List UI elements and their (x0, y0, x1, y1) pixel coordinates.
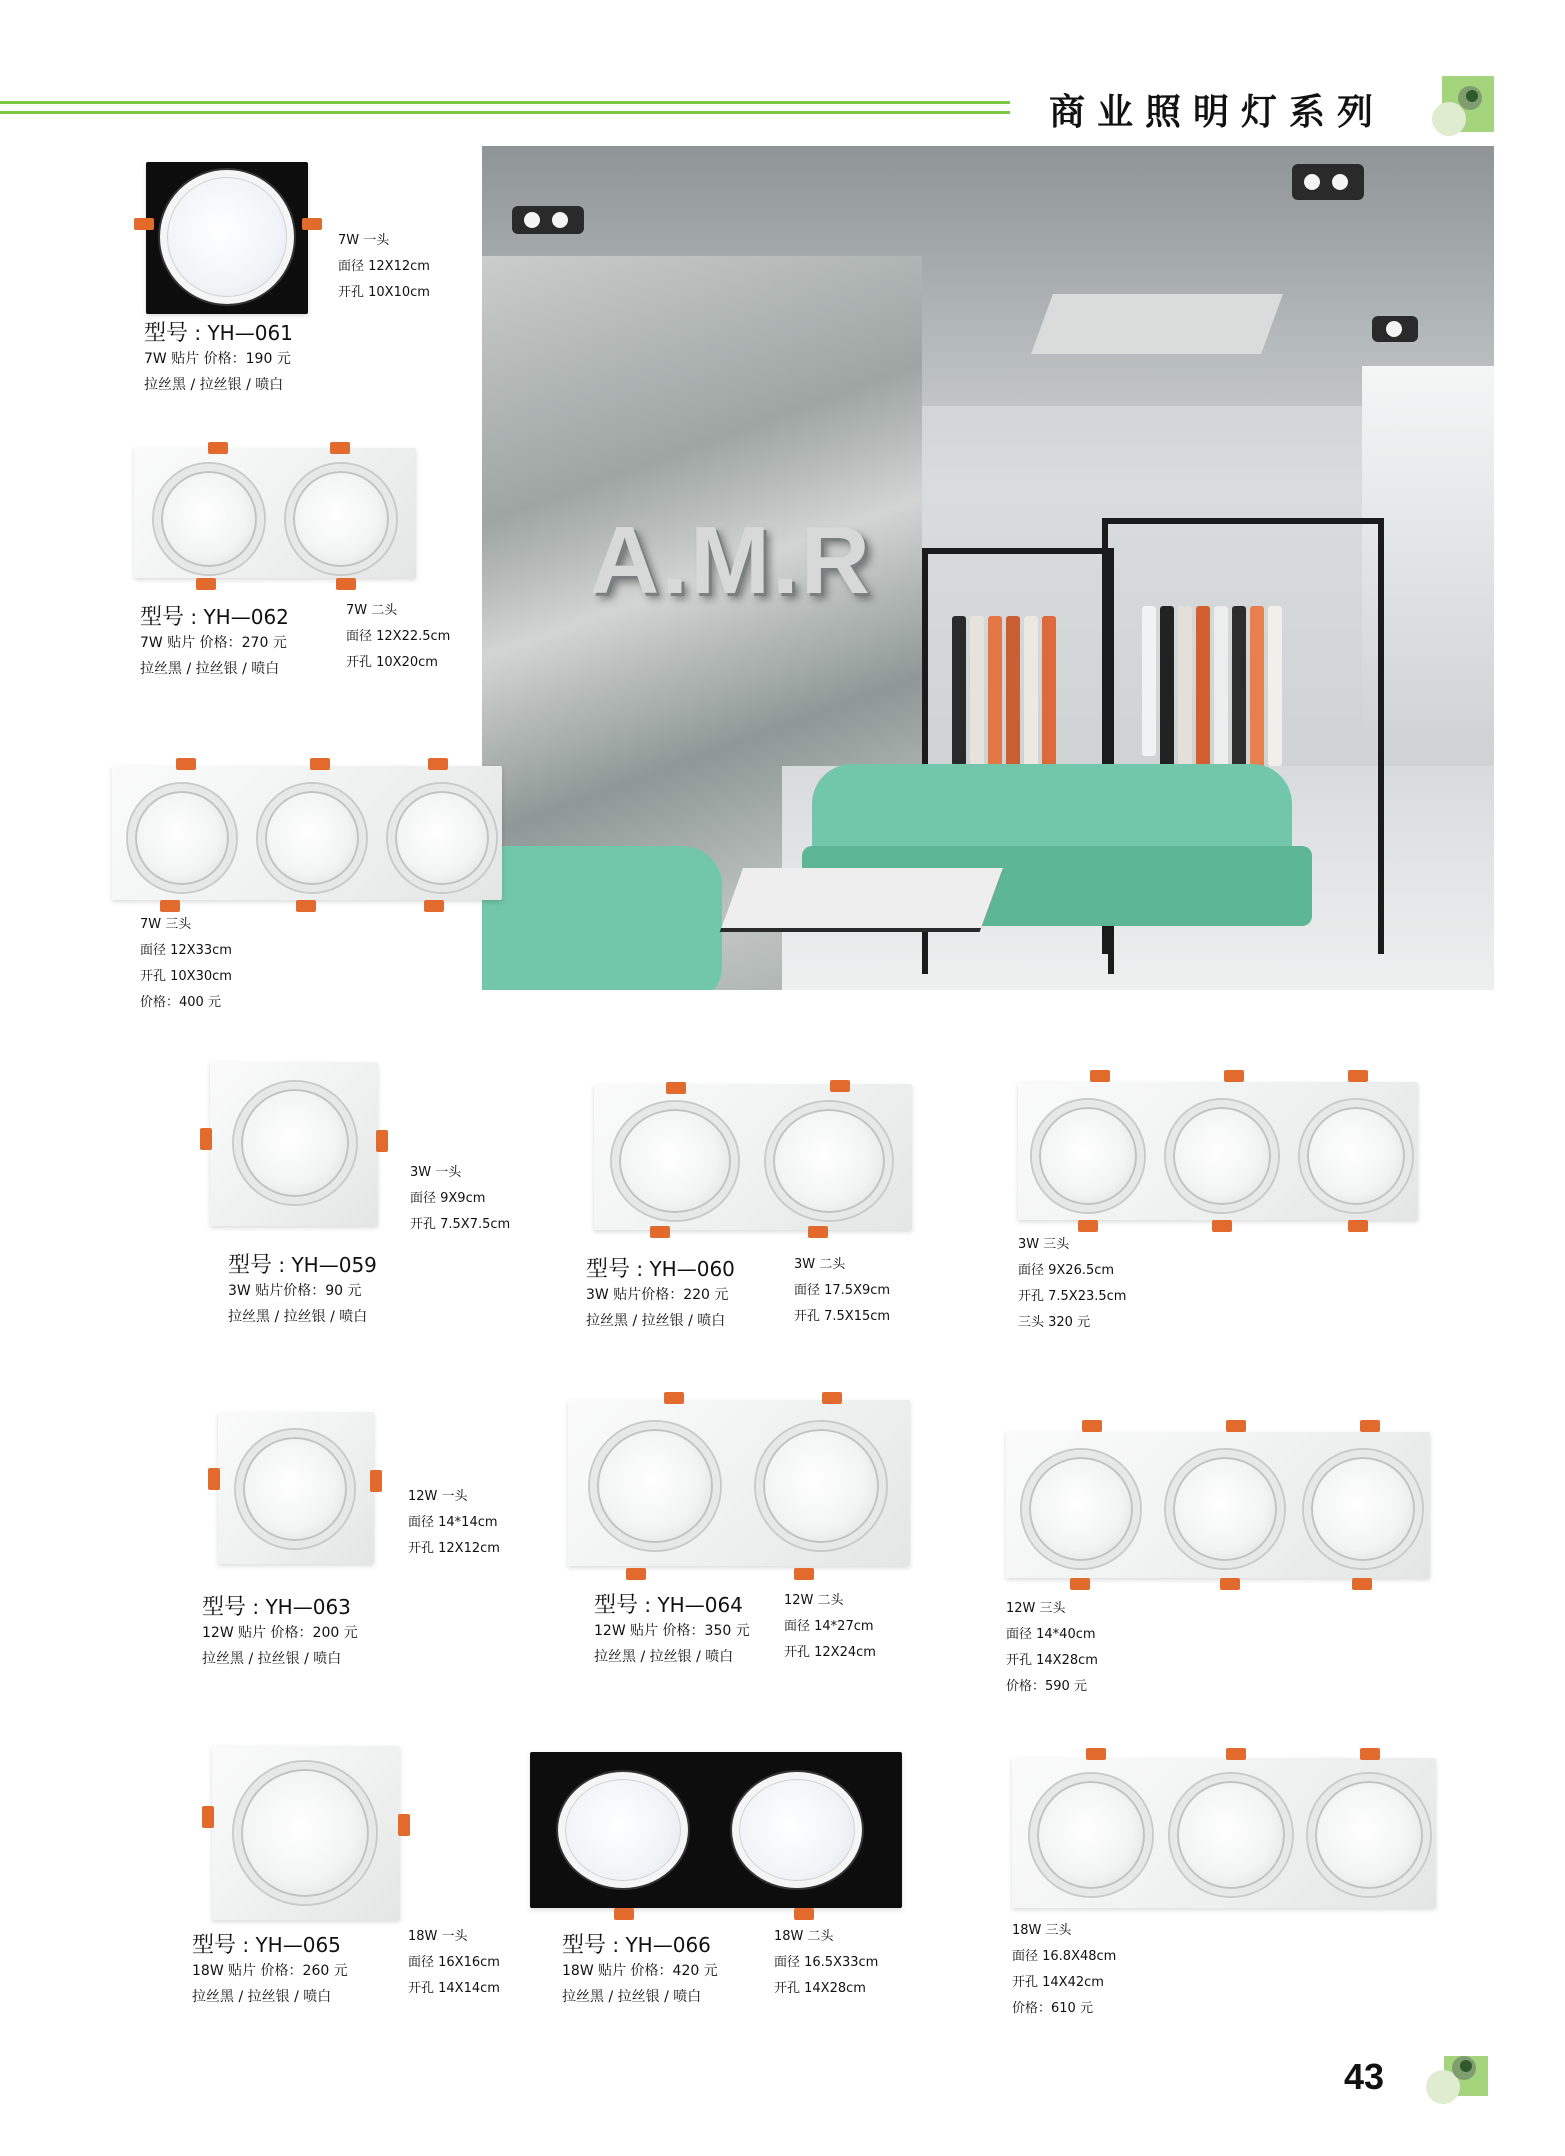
header-line-bottom (0, 111, 1010, 114)
model-yh065: 型号 : YH—065 (192, 1933, 341, 1958)
info-yh062: 7W 贴片 价格：270 元 拉丝黑 / 拉丝银 / 喷白 (140, 635, 287, 677)
info-yh061: 7W 贴片 价格：190 元 拉丝黑 / 拉丝银 / 喷白 (144, 351, 291, 393)
product-image-yh059 (210, 1062, 378, 1226)
page-number: 43 (1344, 2056, 1385, 2097)
info-yh063: 12W 贴片 价格：200 元 拉丝黑 / 拉丝银 / 喷白 (202, 1625, 358, 1667)
spec-3w-triple: 3W 三头 面径 9X26.5cm 开孔 7.5X23.5cm 三头 320 元 (1018, 1237, 1127, 1330)
ceiling-spotlight (1292, 164, 1364, 200)
spec-yh059: 3W 一头 面径 9X9cm 开孔 7.5X7.5cm (410, 1165, 511, 1232)
spec-18w-triple: 18W 三头 面径 16.8X48cm 开孔 14X42cm 价格：610 元 (1012, 1923, 1117, 2016)
spec-yh064: 12W 二头 面径 14*27cm 开孔 12X24cm (784, 1593, 876, 1660)
model-yh061: 型号 : YH—061 (144, 321, 293, 346)
info-yh060: 3W 贴片价格：220 元 拉丝黑 / 拉丝银 / 喷白 (586, 1287, 729, 1329)
ceiling-spotlight (512, 206, 584, 234)
product-image-3w-triple (1018, 1082, 1418, 1220)
spec-12w-triple: 12W 三头 面径 14*40cm 开孔 14X28cm 价格：590 元 (1006, 1601, 1098, 1694)
ceiling-spotlight (1372, 316, 1418, 342)
spec-yh066: 18W 二头 面径 16.5X33cm 开孔 14X28cm (774, 1929, 879, 1996)
model-yh060: 型号 : YH—060 (586, 1257, 735, 1282)
corner-decoration-bottom (1426, 2040, 1488, 2102)
model-yh063: 型号 : YH—063 (202, 1595, 351, 1620)
showroom-photo (482, 146, 1494, 990)
product-image-yh063 (218, 1412, 374, 1564)
product-image-12w-triple (1006, 1432, 1430, 1578)
product-image-18w-triple (1012, 1758, 1436, 1908)
model-yh062: 型号 : YH—062 (140, 605, 289, 630)
spec-yh062: 7W 二头 面径 12X22.5cm 开孔 10X20cm (346, 603, 451, 670)
info-yh065: 18W 贴片 价格：260 元 拉丝黑 / 拉丝银 / 喷白 (192, 1963, 348, 2005)
info-yh064: 12W 贴片 价格：350 元 拉丝黑 / 拉丝银 / 喷白 (594, 1623, 750, 1665)
series-title: 商业照明灯系列 (1048, 91, 1385, 133)
corner-decoration-top (1432, 76, 1494, 138)
info-yh059: 3W 贴片价格：90 元 拉丝黑 / 拉丝银 / 喷白 (228, 1283, 368, 1325)
spec-yh061: 7W 一头 面径 12X12cm 开孔 10X10cm (338, 233, 430, 300)
model-yh064: 型号 : YH—064 (594, 1593, 743, 1618)
coffee-table (721, 868, 1003, 928)
info-yh066: 18W 贴片 价格：420 元 拉丝黑 / 拉丝银 / 喷白 (562, 1963, 718, 2005)
product-image-yh060 (594, 1084, 912, 1230)
header-line-top (0, 101, 1010, 104)
model-yh066: 型号 : YH—066 (562, 1933, 711, 1958)
product-image-7w-triple (112, 766, 502, 900)
product-image-yh065 (212, 1746, 400, 1920)
product-image-yh062 (134, 448, 416, 578)
product-image-yh066 (530, 1752, 902, 1908)
store-sign: A.M.R (590, 507, 872, 614)
product-image-yh061 (146, 162, 308, 314)
model-yh059: 型号 : YH—059 (228, 1253, 377, 1278)
spec-yh063: 12W 一头 面径 14*14cm 开孔 12X12cm (408, 1489, 500, 1556)
spec-yh060: 3W 二头 面径 17.5X9cm 开孔 7.5X15cm (794, 1257, 891, 1324)
spec-yh065: 18W 一头 面径 16X16cm 开孔 14X14cm (408, 1929, 500, 1996)
spec-7w-triple: 7W 三头 面径 12X33cm 开孔 10X30cm 价格：400 元 (140, 917, 232, 1010)
product-image-yh064 (568, 1400, 910, 1566)
air-vent (1031, 294, 1283, 354)
